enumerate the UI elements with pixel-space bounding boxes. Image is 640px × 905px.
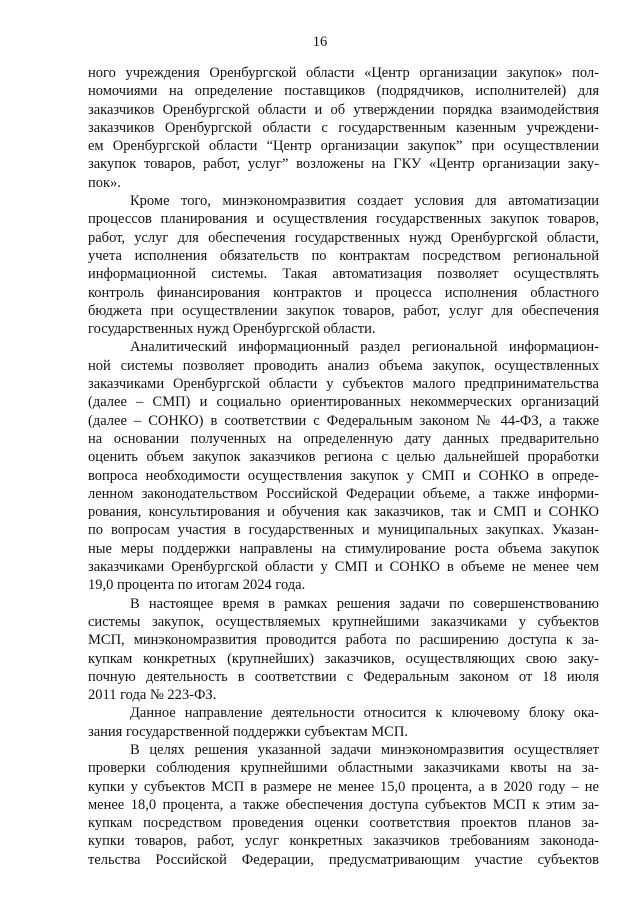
- text-line: ем Оренбургской области “Центр организации закупок” при осуществлении: [88, 138, 599, 155]
- text-line: по вопросам участия в государственных и муниципальных закупках. Указан-: [88, 522, 599, 539]
- text-line: ленном законодательством Российской Федерации объеме, а также информи-: [88, 485, 599, 502]
- text-line: купки у субъектов МСП в размере не менее 15,0 процента, а в 2020 году – не: [88, 778, 599, 795]
- paragraph: [88, 741, 599, 869]
- text-line: купки товаров, работ, услуг конкретных заказчиков требованиям законода-: [88, 833, 599, 850]
- text-line: рования, консультирования и обучения как заказчиков, так и СМП и СОНКО: [88, 504, 599, 521]
- text-line: зания государственной поддержки субъектам МСП.: [88, 723, 408, 740]
- text-line: на основании полученных на определенную дату данных предварительно: [88, 430, 599, 447]
- text-line: контроль финансирования контрактов и процесса исполнения областного: [88, 284, 599, 301]
- text-line: государственных нужд Оренбургской области.: [88, 321, 376, 338]
- page-number: 16: [312, 34, 328, 50]
- paragraph: [88, 64, 599, 192]
- paragraph: [88, 192, 599, 338]
- text-line: номочиями на определение поставщиков (подрядчиков, исполнителей) для: [88, 83, 599, 100]
- document-body: [88, 64, 599, 869]
- text-line: (далее – СМП) и социально ориентированных некоммерческих организаций: [88, 394, 599, 411]
- text-line: учета исполнения обязательств по контрактам посредством региональной: [88, 247, 599, 264]
- text-line: МСП, минэкономразвития проводится работа по расширению доступа к за-: [88, 632, 599, 649]
- text-line: закупок товаров, работ, услуг” возложены на ГКУ «Центр организации заку-: [88, 156, 599, 173]
- paragraph: [88, 595, 599, 705]
- text-line: купкам конкретных (крупнейших) заказчиков, осуществляющих свою заку-: [88, 650, 599, 667]
- text-line: ного учреждения Оренбургской области «Центр организации закупок» пол-: [88, 65, 599, 81]
- text-line: ные меры поддержки направлены на стимулирование роста объема закупок: [88, 540, 599, 557]
- text-line: купкам посредством проведения оценки соответствия проектов планов за-: [88, 815, 599, 832]
- text-line: заказчиками Оренбургской области у субъектов малого предпринимательства: [88, 376, 599, 393]
- text-line: информационной системы. Такая автоматизация позволяет осуществлять: [88, 266, 599, 283]
- text-line: (далее – СОНКО) в соответствии с Федеральным законом № 44-ФЗ, а также: [88, 412, 599, 429]
- text-line: заказчиков Оренбургской области и об утверждении порядка взаимодействия: [88, 101, 599, 118]
- text-line: В целях решения указанной задачи минэкономразвития осуществляет: [130, 741, 599, 758]
- text-line: 2011 года № 223-ФЗ.: [88, 687, 217, 704]
- text-line: Данное направление деятельности относится к ключевому блоку ока-: [130, 705, 599, 722]
- text-line: тельства Российской Федерации, предусматривающим участие субъектов: [88, 851, 599, 868]
- paragraph: [88, 338, 599, 594]
- paragraph: [88, 704, 599, 741]
- text-line: проверки соблюдения крупнейшими областными заказчиками квоты на за-: [88, 760, 599, 777]
- text-line: В настоящее время в рамках решения задачи по совершенствованию: [130, 595, 599, 612]
- text-line: заказчиков Оренбургской области с государственным казенным учреждени-: [88, 119, 599, 136]
- text-line: пок».: [88, 174, 121, 191]
- text-line: вопроса необходимости осуществления закупок у СМП и СОНКО в опреде-: [88, 467, 599, 484]
- text-line: оценить объем закупок заказчиков региона с целью дальнейшей проработки: [88, 449, 599, 466]
- text-line: Кроме того, минэкономразвития создает условия для автоматизации: [130, 193, 599, 210]
- text-line: Аналитический информационный раздел региональной информацион-: [130, 339, 599, 356]
- text-line: системы закупок, осуществляемых крупнейшими заказчиками у субъектов: [88, 613, 599, 630]
- text-line: бюджета при осуществлении закупок товаров, работ, услуг для обеспечения: [88, 302, 599, 319]
- text-line: почную деятельность в соответствии с Федеральным законом от 18 июля: [88, 668, 599, 685]
- text-line: заказчиками Оренбургской области у СМП и СОНКО в объеме не менее чем: [88, 559, 599, 576]
- text-line: менее 18,0 процента, а также обеспечения доступа субъектов МСП к этим за-: [88, 796, 599, 813]
- text-line: ной системы позволяет проводить анализ объема закупок, осуществленных: [88, 357, 599, 374]
- text-line: процессов планирования и осуществления государственных закупок товаров,: [88, 211, 599, 228]
- text-line: работ, услуг для обеспечения государственных нужд Оренбургской области,: [88, 229, 599, 246]
- text-line: 19,0 процента по итогам 2024 года.: [88, 577, 306, 594]
